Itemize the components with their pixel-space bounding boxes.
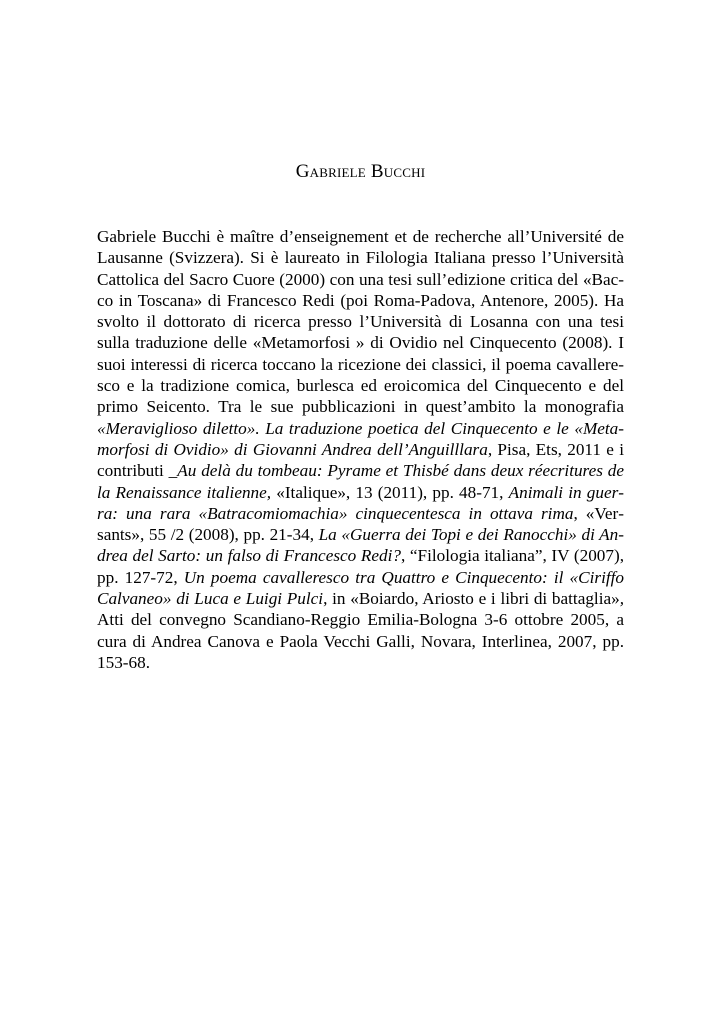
text-run: , «Versants», 55 /2 (2008), pp. 21-34, [97, 503, 624, 545]
text-run-italic: La «Guerra dei Topi e dei Ranocchi» di Andrea del Sarto: un falso di Francesco Redi? [97, 525, 624, 566]
text-run-italic: , [619, 589, 624, 609]
biography-paragraph [97, 226, 624, 673]
text-run-italic: Un poema cavalleresco tra Quattro e Cinquecento: il «Ciriffo Calvaneo» di Luca e Luigi Pulci [97, 567, 624, 609]
text-run: «Italique», 13 (2011), pp. 48-71, [271, 482, 509, 502]
text-run-italic: «Meraviglioso diletto». La traduzione poetica del Cinquecento e le «Metamorfosi di Ovidio» di Giovanni Andrea dell’Anguilllara [97, 418, 624, 459]
text-run: Gabriele Bucchi è maître d’enseignement et de recherche all’Université de Lausanne (Svizzera). Si è laureato in Filologia Italiana presso l’Università Cattolica del Sacro Cuore (2000) con una tesi sull’edizione critica del «Bacco in Toscana» di Francesco Redi (poi Roma-Padova, Antenore, 2005). Ha svolto il dottorato di ricerca presso l’Università di Losanna con una tesi sulla traduzione delle «Metamorfosi » di Ovidio nel Cinquecento (2008). I suoi interessi di ricerca toccano la ricezione dei classici, il poema cavalleresco e la tradizione comica, burlesca ed eroicomica del Cinquecento e del primo Seicento. Tra le sue pubblicazioni in quest’ambito la monografia [97, 227, 624, 417]
page-title: Gabriele Bucchi [295, 161, 426, 182]
text-run: Atti del convegno Scandiano-Reggio Emilia-Bologna 3-6 ottobre 2005, a cura di Andrea Canova e Paola Vecchi Galli, Novara, Interlinea, 2007, pp. 153-68. [97, 610, 624, 672]
text-run: , Pisa, Ets, 2011 e i contributi [97, 439, 624, 481]
text-run-italic: _Au delà du tombeau: Pyrame et Thisbé dans deux réecritures de la Renaissance italienne, [97, 461, 624, 502]
text-run-italic: Animali in guerra: una rara «Batracomiomachia» cinquecentesca in ottava rima [97, 482, 624, 523]
text-run: , “Filologia italiana”, IV (2007), pp. 127-72, [97, 546, 624, 587]
text-run: , in «Boiardo, Ariosto e i libri di battaglia» [323, 589, 620, 609]
